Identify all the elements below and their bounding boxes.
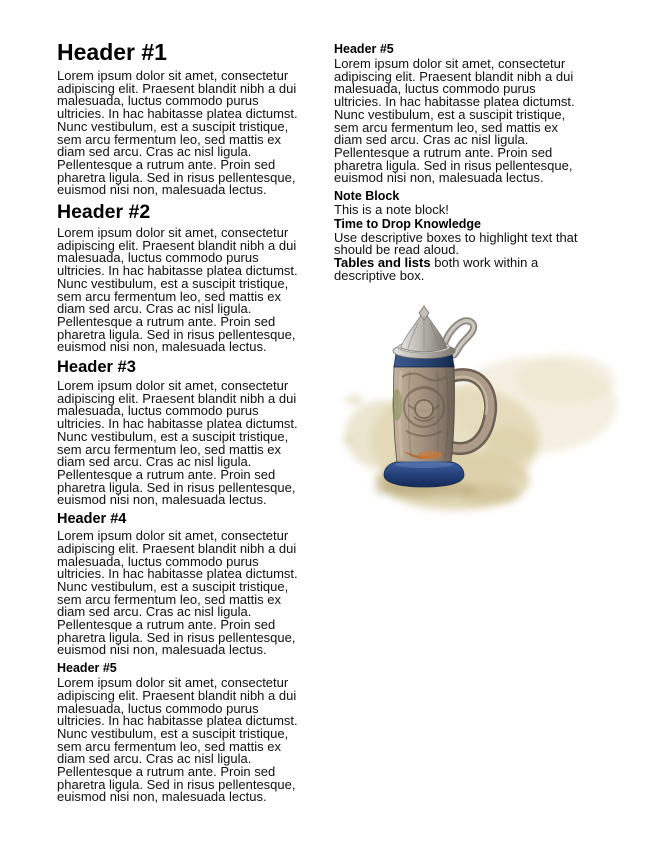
tables-note-rest: both work within a descriptive box. <box>334 255 539 283</box>
paragraph: Lorem ipsum dolor sit amet, consectetur adipiscing elit. Praesent blandit nibh a dui malesuada, luctus commodo purus ultricies. In hac habitasse platea dictumst. Nunc vestibulum, est a suscipit tristique, sem arcu fermentum leo, sed mattis ex diam sed arcu. Cras ac nisl ligula. Pellentesque a rutrum ante. Proin sed pharetra ligula. Sed in risus pellentesque, euismod nisi non, malesuada lectus. <box>334 56 575 186</box>
paragraph: Lorem ipsum dolor sit amet, consectetur adipiscing elit. Praesent blandit nibh a dui malesuada, luctus commodo purus ultricies. In hac habitasse platea dictumst. Nunc vestibulum, est a suscipit tristique, sem arcu fermentum leo, sed mattis ex diam sed arcu. Cras ac nisl ligula. Pellentesque a rutrum ante. Proin sed pharetra ligula. Sed in risus pellentesque, euismod nisi non, malesuada lectus. <box>57 675 298 805</box>
section-header-5 <box>57 662 309 804</box>
heading-3: Header #3 <box>57 358 136 377</box>
tables-note-bold: Tables and lists <box>334 255 431 271</box>
tables-note <box>334 257 586 282</box>
stein-body <box>392 365 455 463</box>
paragraph: Lorem ipsum dolor sit amet, consectetur adipiscing elit. Praesent blandit nibh a dui malesuada, luctus commodo purus ultricies. In hac habitasse platea dictumst. Nunc vestibulum, est a suscipit tristique, sem arcu fermentum leo, sed mattis ex diam sed arcu. Cras ac nisl ligula. Pellentesque a rutrum ante. Proin sed pharetra ligula. Sed in risus pellentesque, euismod nisi non, malesuada lectus. <box>57 378 298 508</box>
section-header-5-right <box>334 43 586 185</box>
section-header-1 <box>57 40 309 197</box>
note-block-text: This is a note block! <box>334 202 449 218</box>
paragraph: Lorem ipsum dolor sit amet, consectetur adipiscing elit. Praesent blandit nibh a dui malesuada, luctus commodo purus ultricies. In hac habitasse platea dictumst. Nunc vestibulum, est a suscipit tristique, sem arcu fermentum leo, sed mattis ex diam sed arcu. Cras ac nisl ligula. Pellentesque a rutrum ante. Proin sed pharetra ligula. Sed in risus pellentesque, euismod nisi non, malesuada lectus. <box>57 225 298 355</box>
knowledge-title: Time to Drop Knowledge <box>334 216 481 231</box>
stein-illustration <box>340 305 620 517</box>
stein-base <box>384 461 464 487</box>
paragraph: Lorem ipsum dolor sit amet, consectetur adipiscing elit. Praesent blandit nibh a dui malesuada, luctus commodo purus ultricies. In hac habitasse platea dictumst. Nunc vestibulum, est a suscipit tristique, sem arcu fermentum leo, sed mattis ex diam sed arcu. Cras ac nisl ligula. Pellentesque a rutrum ante. Proin sed pharetra ligula. Sed in risus pellentesque, euismod nisi non, malesuada lectus. <box>57 68 298 198</box>
section-header-2 <box>57 202 309 354</box>
section-header-3 <box>57 359 309 507</box>
left-column <box>57 40 309 809</box>
knowledge-text: Use descriptive boxes to highlight text that should be read aloud. <box>334 229 578 258</box>
right-column <box>334 40 586 517</box>
heading-4: Header #4 <box>57 511 127 528</box>
heading-5: Header #5 <box>334 42 394 56</box>
heading-1: Header #1 <box>57 39 167 65</box>
heading-2: Header #2 <box>57 201 151 224</box>
section-header-4 <box>57 512 309 657</box>
stein-lid <box>393 306 455 359</box>
note-block-title: Note Block <box>334 189 400 204</box>
paragraph: Lorem ipsum dolor sit amet, consectetur adipiscing elit. Praesent blandit nibh a dui malesuada, luctus commodo purus ultricies. In hac habitasse platea dictumst. Nunc vestibulum, est a suscipit tristique, sem arcu fermentum leo, sed mattis ex diam sed arcu. Cras ac nisl ligula. Pellentesque a rutrum ante. Proin sed pharetra ligula. Sed in risus pellentesque, euismod nisi non, malesuada lectus. <box>57 528 298 658</box>
heading-5: Header #5 <box>57 661 117 676</box>
